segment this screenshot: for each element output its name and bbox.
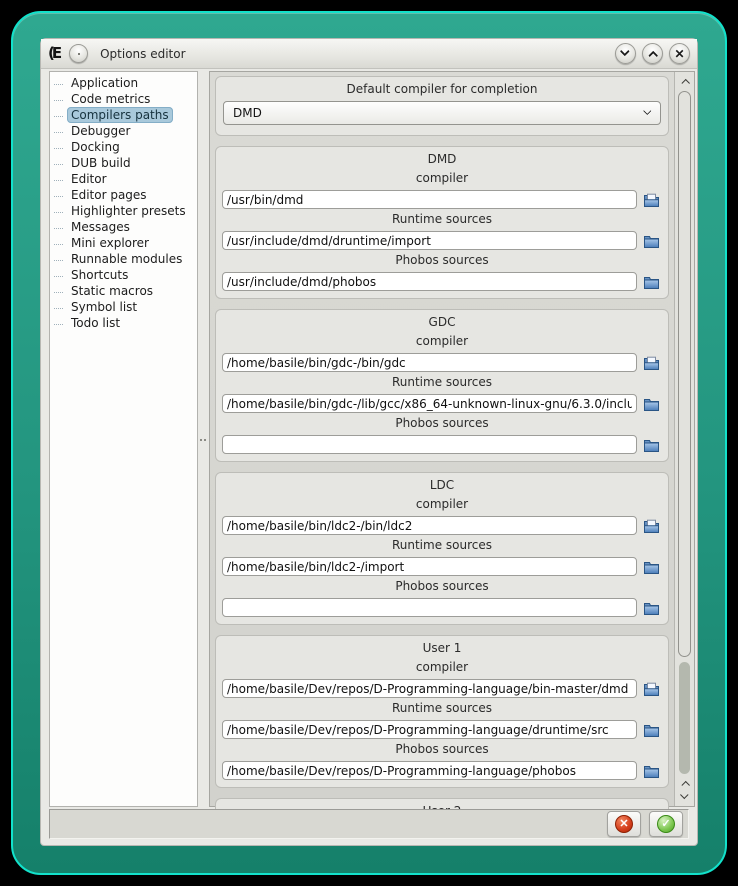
scroll-up-button-bottom[interactable] xyxy=(675,776,694,790)
sidebar-item-label: Debugger xyxy=(71,124,131,138)
cancel-icon: ✕ xyxy=(615,815,633,833)
accept-button[interactable] xyxy=(649,811,683,837)
field-label: Runtime sources xyxy=(391,701,493,715)
window-menu-button[interactable] xyxy=(69,44,88,63)
folder-icon xyxy=(643,723,660,737)
sidebar-item-label: Editor xyxy=(71,172,107,186)
select-folder-button[interactable] xyxy=(641,436,662,454)
phobos-sources-input[interactable] xyxy=(222,761,637,780)
select-folder-button[interactable] xyxy=(641,558,662,576)
folder-icon xyxy=(643,764,660,778)
folder-icon xyxy=(643,275,660,289)
group-title: DMD xyxy=(427,152,457,166)
cancel-button[interactable] xyxy=(607,811,641,837)
sidebar-item-label: Editor pages xyxy=(71,188,147,202)
sidebar-item[interactable] xyxy=(52,236,197,252)
field-label: Runtime sources xyxy=(391,212,493,226)
file-open-icon xyxy=(643,356,660,370)
open-file-button[interactable] xyxy=(641,680,662,698)
field-label: compiler xyxy=(415,334,469,348)
select-folder-button[interactable] xyxy=(641,599,662,617)
chevron-down-icon xyxy=(643,107,651,115)
chevron-down-icon xyxy=(680,791,688,799)
runtime-sources-input[interactable] xyxy=(222,231,637,250)
sidebar-item[interactable] xyxy=(52,76,197,92)
sidebar-item[interactable] xyxy=(52,316,197,332)
group-title: LDC xyxy=(429,478,455,492)
title-bar[interactable] xyxy=(41,39,697,69)
field-label: Runtime sources xyxy=(391,538,493,552)
sidebar-item-label: Application xyxy=(71,76,139,90)
field-label: Phobos sources xyxy=(395,416,489,430)
phobos-sources-input[interactable] xyxy=(222,598,637,617)
chevron-up-icon xyxy=(681,79,689,87)
runtime-sources-input[interactable] xyxy=(222,557,637,576)
folder-icon xyxy=(643,234,660,248)
compiler-path-input[interactable] xyxy=(222,190,637,209)
sidebar-item[interactable] xyxy=(52,220,197,236)
sidebar-item-label: Symbol list xyxy=(71,300,138,314)
file-open-icon xyxy=(643,682,660,696)
compiler-path-input[interactable] xyxy=(222,353,637,372)
field-label: Runtime sources xyxy=(391,375,493,389)
sidebar-item[interactable] xyxy=(52,284,197,300)
scroll-down-button[interactable] xyxy=(675,790,694,804)
sidebar-item[interactable] xyxy=(52,108,197,124)
sidebar-item[interactable] xyxy=(52,204,197,220)
group-title: GDC xyxy=(428,315,456,329)
sidebar-item-label: DUB build xyxy=(71,156,131,170)
field-label: Phobos sources xyxy=(395,742,489,756)
dialog-footer xyxy=(49,809,689,839)
options-editor-dialog xyxy=(40,38,698,846)
compiler-group xyxy=(215,309,669,462)
scrollbar-groove[interactable] xyxy=(679,662,690,774)
close-icon: ✕ xyxy=(674,46,685,61)
maximize-button[interactable] xyxy=(642,43,663,64)
app-logo-icon: (E xyxy=(48,44,60,62)
open-file-button[interactable] xyxy=(641,191,662,209)
file-open-icon xyxy=(643,193,660,207)
sidebar-item-label: Static macros xyxy=(71,284,154,298)
select-folder-button[interactable] xyxy=(641,395,662,413)
select-folder-button[interactable] xyxy=(641,721,662,739)
folder-icon xyxy=(643,560,660,574)
compiler-group xyxy=(215,146,669,299)
field-label: compiler xyxy=(415,660,469,674)
options-panel xyxy=(209,71,695,807)
sidebar-item[interactable] xyxy=(52,92,197,108)
compiler-path-input[interactable] xyxy=(222,679,637,698)
group-title: User 1 xyxy=(422,641,462,655)
scrollbar-thumb[interactable] xyxy=(678,91,691,657)
vertical-scrollbar[interactable] xyxy=(674,72,694,806)
sidebar-item[interactable] xyxy=(52,156,197,172)
sidebar-item-label: Runnable modules xyxy=(71,252,183,266)
window-title: Options editor xyxy=(100,46,186,61)
open-file-button[interactable] xyxy=(641,517,662,535)
content-area xyxy=(41,70,697,807)
sidebar-item[interactable] xyxy=(52,140,197,156)
menu-dot-icon xyxy=(78,53,80,55)
splitter-handle[interactable] xyxy=(200,439,202,441)
file-open-icon xyxy=(643,519,660,533)
sidebar-item-label: Docking xyxy=(71,140,120,154)
runtime-sources-input[interactable] xyxy=(222,720,637,739)
shade-button[interactable] xyxy=(615,43,636,64)
sidebar-item-label: Todo list xyxy=(71,316,121,330)
select-folder-button[interactable] xyxy=(641,232,662,250)
field-label: compiler xyxy=(415,171,469,185)
category-list xyxy=(49,71,198,807)
sidebar-item[interactable] xyxy=(52,252,197,268)
chevron-up-icon xyxy=(681,781,689,789)
sidebar-item-label: Mini explorer xyxy=(71,236,149,250)
sidebar-item-label: Messages xyxy=(71,220,130,234)
sidebar-item-label: Highlighter presets xyxy=(71,204,186,218)
sidebar-item[interactable] xyxy=(52,188,197,204)
chevron-up-icon xyxy=(648,51,658,61)
sidebar-item[interactable] xyxy=(52,124,197,140)
open-file-button[interactable] xyxy=(641,354,662,372)
compiler-group xyxy=(215,472,669,625)
folder-icon xyxy=(643,397,660,411)
group-title: Default compiler for completion xyxy=(346,82,538,96)
select-folder-button[interactable] xyxy=(641,273,662,291)
compiler-group xyxy=(215,635,669,788)
default-compiler-group xyxy=(215,76,669,136)
accept-icon: ✓ xyxy=(657,815,675,833)
scroll-up-button[interactable] xyxy=(675,74,694,88)
chevron-down-icon xyxy=(620,46,630,56)
folder-icon xyxy=(643,438,660,452)
groups-container xyxy=(210,72,674,806)
runtime-sources-input[interactable] xyxy=(222,394,637,413)
field-label: Phobos sources xyxy=(395,579,489,593)
field-label: compiler xyxy=(415,497,469,511)
sidebar-item[interactable] xyxy=(52,172,197,188)
folder-icon xyxy=(643,601,660,615)
sidebar-item-label: Compilers paths xyxy=(67,107,173,123)
compiler-path-input[interactable] xyxy=(222,516,637,535)
sidebar-item[interactable] xyxy=(52,268,197,284)
sidebar-item-label: Shortcuts xyxy=(71,268,129,282)
combo-value: DMD xyxy=(233,106,262,120)
sidebar-item-label: Code metrics xyxy=(71,92,151,106)
phobos-sources-input[interactable] xyxy=(222,272,637,291)
field-label: Phobos sources xyxy=(395,253,489,267)
phobos-sources-input[interactable] xyxy=(222,435,637,454)
select-folder-button[interactable] xyxy=(641,762,662,780)
sidebar-item[interactable] xyxy=(52,300,197,316)
default-compiler-select[interactable] xyxy=(223,101,661,125)
close-button[interactable] xyxy=(669,43,690,64)
